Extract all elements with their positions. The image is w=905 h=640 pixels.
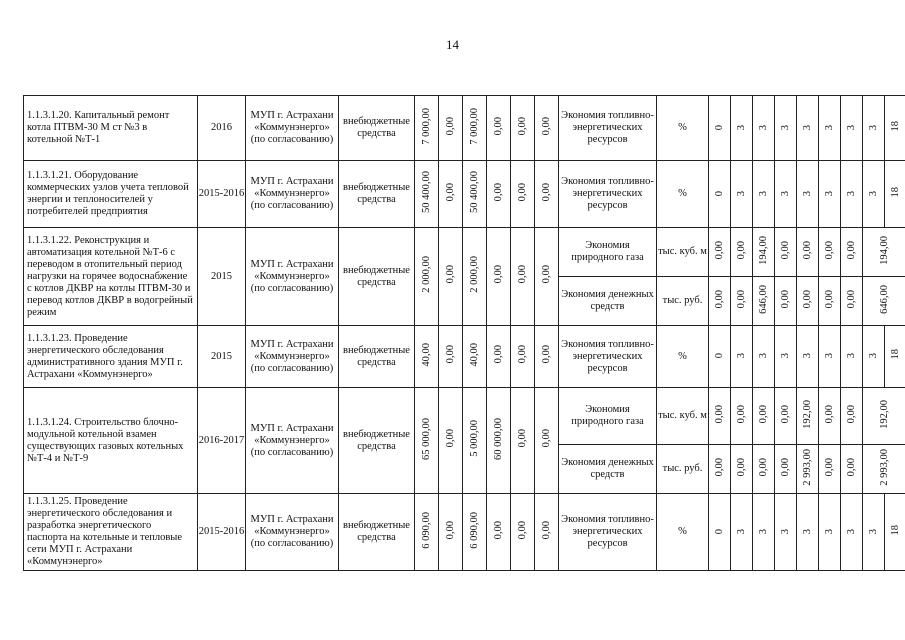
funding-amount-text: 0,00 <box>516 265 528 284</box>
indicator-value-text: 0,00 <box>823 457 835 477</box>
indicator-value <box>709 388 731 445</box>
indicator-name: Экономия денежных средств <box>559 277 657 326</box>
table-row <box>24 494 905 571</box>
indicator-value-text: 0,00 <box>845 404 857 424</box>
indicator-name: Экономия природного газа <box>559 228 657 277</box>
indicator-value-text: 3 <box>779 528 791 534</box>
indicator-value <box>797 388 819 445</box>
indicator-value <box>819 96 841 161</box>
funding-amount-text: 0,00 <box>516 429 528 448</box>
indicator-value-text: 0,00 <box>801 240 813 260</box>
indicator-value-text: 0 <box>713 528 725 534</box>
measure-year: 2015 <box>198 228 246 326</box>
funding-amount <box>415 161 439 228</box>
funding-source: внебюджетные средства <box>339 161 415 228</box>
indicator-value <box>797 277 819 326</box>
indicator-value-text: 194,00 <box>878 235 890 265</box>
funding-amount <box>439 494 463 571</box>
indicator-value <box>863 228 905 277</box>
indicator-value <box>863 388 905 445</box>
indicator-name: Экономия топливно-энергетических ресурсов <box>559 96 657 161</box>
funding-amount-text: 5 000,00 <box>468 420 480 457</box>
indicator-value <box>841 494 863 571</box>
funding-amount-text: 0,00 <box>516 345 528 364</box>
measure-executor: МУП г. Астрахани «Коммунэнерго» (по согласованию) <box>246 494 339 571</box>
indicator-value-text: 3 <box>867 528 879 534</box>
indicator-value <box>819 388 841 445</box>
measure-executor: МУП г. Астрахани «Коммунэнерго» (по согласованию) <box>246 96 339 161</box>
funding-amount <box>487 228 511 326</box>
indicator-value <box>885 161 905 228</box>
funding-amount <box>439 388 463 494</box>
indicator-value-text: 3 <box>757 528 769 534</box>
funding-amount <box>415 494 439 571</box>
indicator-value-text: 3 <box>735 528 747 534</box>
indicator-value-text: 3 <box>801 190 813 196</box>
funding-amount-text: 2 000,00 <box>468 256 480 293</box>
indicator-value-text: 3 <box>823 124 835 130</box>
funding-amount-text: 0,00 <box>516 182 528 202</box>
indicator-value <box>753 326 775 388</box>
indicator-value-text: 0,00 <box>779 404 791 424</box>
indicator-value-text: 3 <box>779 190 791 196</box>
indicator-value <box>797 326 819 388</box>
indicator-value <box>775 228 797 277</box>
indicator-unit: % <box>657 96 709 161</box>
indicator-value-text: 0,00 <box>845 457 857 477</box>
indicator-value <box>819 445 841 494</box>
funding-source: внебюджетные средства <box>339 494 415 571</box>
indicator-value <box>709 445 731 494</box>
indicator-value-text: 3 <box>801 528 813 534</box>
indicator-value-text: 646,00 <box>757 284 769 314</box>
funding-amount <box>463 388 487 494</box>
measure-year: 2015-2016 <box>198 161 246 228</box>
indicator-value-text: 3 <box>735 124 747 130</box>
indicator-unit: тыс. куб. м <box>657 388 709 445</box>
indicator-value-text: 3 <box>757 124 769 130</box>
funding-source: внебюджетные средства <box>339 228 415 326</box>
indicator-value <box>863 326 885 388</box>
indicator-value-text: 0,00 <box>735 240 747 260</box>
indicator-value <box>709 228 731 277</box>
table-row <box>24 326 905 388</box>
funding-amount-text: 0,00 <box>444 265 456 284</box>
funding-amount <box>487 96 511 161</box>
indicator-value-text: 2 993,00 <box>878 448 890 486</box>
funding-amount-text: 0,00 <box>540 116 552 136</box>
indicator-value <box>841 388 863 445</box>
indicator-value-text: 192,00 <box>801 399 813 429</box>
funding-amount-text: 60 000,00 <box>492 417 504 460</box>
measure-year: 2016 <box>198 96 246 161</box>
funding-amount-text: 40,00 <box>468 342 480 367</box>
indicator-value <box>797 228 819 277</box>
measure-executor: МУП г. Астрахани «Коммунэнерго» (по согласованию) <box>246 161 339 228</box>
funding-amount-text: 0,00 <box>444 182 456 202</box>
funding-amount-text: 0,00 <box>540 429 552 448</box>
funding-amount <box>535 228 559 326</box>
indicator-value-text: 0 <box>713 353 725 359</box>
funding-amount-text: 7 000,00 <box>420 107 432 145</box>
indicator-value <box>841 96 863 161</box>
indicator-value-text: 18 <box>889 120 901 132</box>
funding-amount <box>535 161 559 228</box>
indicator-value-text: 3 <box>779 124 791 130</box>
measure-name: 1.1.3.1.21. Оборудование коммерческих узлов учета тепловой энергии и теплоносителей у потребителей предприятия <box>24 161 198 228</box>
measure-executor: МУП г. Астрахани «Коммунэнерго» (по согласованию) <box>246 326 339 388</box>
indicator-value <box>775 388 797 445</box>
indicator-unit: % <box>657 161 709 228</box>
indicator-value <box>841 228 863 277</box>
indicator-value <box>731 445 753 494</box>
indicator-value <box>863 494 885 571</box>
indicator-value <box>863 445 905 494</box>
indicator-value-text: 0 <box>713 190 725 196</box>
funding-amount-text: 50 400,00 <box>468 171 480 213</box>
indicator-value-text: 0,00 <box>823 404 835 424</box>
indicator-value <box>885 96 905 161</box>
funding-amount <box>535 96 559 161</box>
indicator-value <box>775 277 797 326</box>
funding-amount <box>535 494 559 571</box>
indicator-name: Экономия топливно-энергетических ресурсов <box>559 494 657 571</box>
indicator-value <box>753 388 775 445</box>
funding-amount-text: 0,00 <box>444 116 456 136</box>
measure-name: 1.1.3.1.22. Реконструкция и автоматизация котельной №Т-6 с переводом в отопительный период нагрузки на горячее водоснабжение с котлов ДКВР на котлы ПТВМ-30 и перевод котлов ДКВР в водогрейный режим <box>24 228 198 326</box>
indicator-name: Экономия топливно-энергетических ресурсов <box>559 161 657 228</box>
funding-amount-text: 0,00 <box>492 182 504 202</box>
indicator-value <box>819 326 841 388</box>
funding-amount-text: 40,00 <box>420 342 432 367</box>
indicator-value <box>775 161 797 228</box>
indicator-value-text: 3 <box>779 353 791 359</box>
funding-amount <box>415 326 439 388</box>
indicator-unit: % <box>657 326 709 388</box>
indicator-value-text: 3 <box>845 124 857 130</box>
funding-amount <box>511 161 535 228</box>
indicator-value <box>775 445 797 494</box>
indicator-value <box>797 96 819 161</box>
funding-amount <box>511 96 535 161</box>
indicator-value <box>731 277 753 326</box>
indicator-value <box>731 388 753 445</box>
indicator-value-text: 0,00 <box>801 289 813 309</box>
indicator-value-text: 0,00 <box>713 404 725 424</box>
indicator-value-text: 18 <box>889 349 901 360</box>
indicator-value-text: 0,00 <box>735 457 747 477</box>
indicator-unit: тыс. руб. <box>657 445 709 494</box>
indicator-value-text: 0 <box>713 124 725 130</box>
funding-source: внебюджетные средства <box>339 326 415 388</box>
indicator-value <box>709 494 731 571</box>
indicator-name: Экономия топливно-энергетических ресурсов <box>559 326 657 388</box>
funding-amount-text: 0,00 <box>492 520 504 540</box>
measure-year: 2016-2017 <box>198 388 246 494</box>
funding-amount <box>487 388 511 494</box>
funding-amount-text: 0,00 <box>444 429 456 448</box>
funding-amount-text: 50 400,00 <box>420 171 432 213</box>
indicator-value <box>885 326 905 388</box>
indicator-value <box>797 494 819 571</box>
indicator-value-text: 646,00 <box>878 284 890 314</box>
indicator-value-text: 0,00 <box>845 240 857 260</box>
funding-amount-text: 6 090,00 <box>468 511 480 549</box>
indicator-value-text: 3 <box>801 353 813 359</box>
indicator-value-text: 0,00 <box>735 289 747 309</box>
indicator-name: Экономия денежных средств <box>559 445 657 494</box>
funding-amount-text: 0,00 <box>540 520 552 540</box>
indicator-value-text: 0,00 <box>845 289 857 309</box>
indicator-value <box>753 494 775 571</box>
indicator-name: Экономия природного газа <box>559 388 657 445</box>
measure-executor: МУП г. Астрахани «Коммунэнерго» (по согласованию) <box>246 228 339 326</box>
indicator-value <box>775 494 797 571</box>
funding-amount-text: 7 000,00 <box>468 107 480 145</box>
funding-amount <box>463 228 487 326</box>
indicator-value <box>819 494 841 571</box>
indicator-value <box>841 161 863 228</box>
indicator-value <box>885 494 905 571</box>
funding-amount-text: 6 090,00 <box>420 511 432 549</box>
indicator-value-text: 3 <box>735 353 747 359</box>
indicator-value <box>775 96 797 161</box>
indicator-value <box>731 494 753 571</box>
indicator-value <box>709 161 731 228</box>
indicator-value-text: 194,00 <box>757 235 769 265</box>
indicator-value <box>731 228 753 277</box>
table-row <box>24 228 905 277</box>
indicator-unit: % <box>657 494 709 571</box>
indicator-value <box>753 96 775 161</box>
indicator-value <box>841 326 863 388</box>
indicator-value-text: 3 <box>801 124 813 130</box>
indicator-value <box>753 228 775 277</box>
funding-amount-text: 0,00 <box>492 265 504 284</box>
indicator-value <box>753 277 775 326</box>
indicator-value <box>841 277 863 326</box>
indicator-value <box>709 326 731 388</box>
funding-amount <box>511 494 535 571</box>
funding-amount-text: 0,00 <box>444 520 456 540</box>
indicator-value-text: 3 <box>757 353 769 359</box>
funding-amount-text: 0,00 <box>516 520 528 540</box>
indicator-value <box>863 277 905 326</box>
indicator-value <box>709 96 731 161</box>
funding-amount <box>535 388 559 494</box>
funding-amount <box>487 161 511 228</box>
funding-amount-text: 65 000,00 <box>420 417 432 460</box>
funding-amount-text: 0,00 <box>492 116 504 136</box>
measure-name: 1.1.3.1.20. Капитальный ремонт котла ПТВМ-30 М ст №3 в котельной №Т-1 <box>24 96 198 161</box>
funding-amount <box>511 326 535 388</box>
indicator-value-text: 0,00 <box>823 289 835 309</box>
indicator-value <box>797 445 819 494</box>
indicator-value-text: 3 <box>757 190 769 196</box>
indicator-value-text: 3 <box>845 353 857 359</box>
measure-name: 1.1.3.1.24. Строительство блочно-модульной котельной взамен существующих газовых котельных №Т-4 и №Т-9 <box>24 388 198 494</box>
funding-amount <box>439 228 463 326</box>
indicator-unit: тыс. руб. <box>657 277 709 326</box>
measure-year: 2015-2016 <box>198 494 246 571</box>
indicator-value-text: 3 <box>867 190 879 196</box>
indicator-value <box>731 161 753 228</box>
funding-amount <box>463 494 487 571</box>
indicator-value <box>841 445 863 494</box>
funding-amount-text: 0,00 <box>540 345 552 364</box>
indicator-value-text: 0,00 <box>735 404 747 424</box>
indicator-value-text: 3 <box>867 353 879 359</box>
indicator-value-text: 3 <box>867 124 879 130</box>
indicator-value <box>819 228 841 277</box>
funding-amount <box>463 326 487 388</box>
indicator-value <box>753 445 775 494</box>
measure-executor: МУП г. Астрахани «Коммунэнерго» (по согласованию) <box>246 388 339 494</box>
indicator-value <box>863 161 885 228</box>
indicator-unit: тыс. куб. м <box>657 228 709 277</box>
funding-amount-text: 2 000,00 <box>420 256 432 293</box>
indicator-value-text: 0,00 <box>713 289 725 309</box>
funding-amount-text: 0,00 <box>492 345 504 364</box>
indicator-value <box>731 96 753 161</box>
indicator-value <box>863 96 885 161</box>
table-row <box>24 388 905 445</box>
measure-year: 2015 <box>198 326 246 388</box>
funding-amount <box>439 96 463 161</box>
indicator-value-text: 0,00 <box>823 240 835 260</box>
indicator-value <box>797 161 819 228</box>
funding-amount <box>487 326 511 388</box>
funding-amount <box>415 96 439 161</box>
funding-amount <box>439 161 463 228</box>
indicator-value-text: 3 <box>735 190 747 196</box>
program-table <box>23 95 905 571</box>
funding-amount <box>415 228 439 326</box>
indicator-value-text: 0,00 <box>757 404 769 424</box>
indicator-value-text: 0,00 <box>779 289 791 309</box>
indicator-value-text: 18 <box>889 524 901 536</box>
indicator-value-text: 3 <box>823 528 835 534</box>
funding-amount <box>415 388 439 494</box>
indicator-value-text: 0,00 <box>779 457 791 477</box>
indicator-value-text: 0,00 <box>779 240 791 260</box>
funding-amount <box>487 494 511 571</box>
indicator-value-text: 0,00 <box>713 457 725 477</box>
funding-amount-text: 0,00 <box>516 116 528 136</box>
indicator-value-text: 3 <box>845 190 857 196</box>
funding-amount <box>463 161 487 228</box>
indicator-value-text: 3 <box>823 353 835 359</box>
funding-amount-text: 0,00 <box>540 182 552 202</box>
indicator-value-text: 0,00 <box>757 457 769 477</box>
indicator-value-text: 192,00 <box>878 399 890 429</box>
indicator-value-text: 2 993,00 <box>801 448 813 486</box>
indicator-value-text: 0,00 <box>713 240 725 260</box>
measure-name: 1.1.3.1.25. Проведение энергетического обследования и разработка энергетического паспорта на котельные и тепловые сети МУП г. Астрахани «Коммунэнерго» <box>24 494 198 571</box>
funding-amount <box>511 388 535 494</box>
indicator-value-text: 3 <box>823 190 835 196</box>
indicator-value-text: 18 <box>889 186 901 198</box>
funding-amount <box>511 228 535 326</box>
indicator-value <box>753 161 775 228</box>
funding-amount <box>463 96 487 161</box>
indicator-value <box>775 326 797 388</box>
table-row <box>24 96 905 161</box>
funding-amount <box>535 326 559 388</box>
indicator-value <box>709 277 731 326</box>
page-number: 14 <box>446 37 459 52</box>
table-row <box>24 161 905 228</box>
funding-source: внебюджетные средства <box>339 388 415 494</box>
funding-amount-text: 0,00 <box>444 345 456 364</box>
funding-amount-text: 0,00 <box>540 265 552 284</box>
indicator-value <box>731 326 753 388</box>
funding-source: внебюджетные средства <box>339 96 415 161</box>
indicator-value <box>819 161 841 228</box>
indicator-value-text: 3 <box>845 528 857 534</box>
measure-name: 1.1.3.1.23. Проведение энергетического обследования административного здания МУП г. Астрахани «Коммунэнерго» <box>24 326 198 388</box>
funding-amount <box>439 326 463 388</box>
indicator-value <box>819 277 841 326</box>
